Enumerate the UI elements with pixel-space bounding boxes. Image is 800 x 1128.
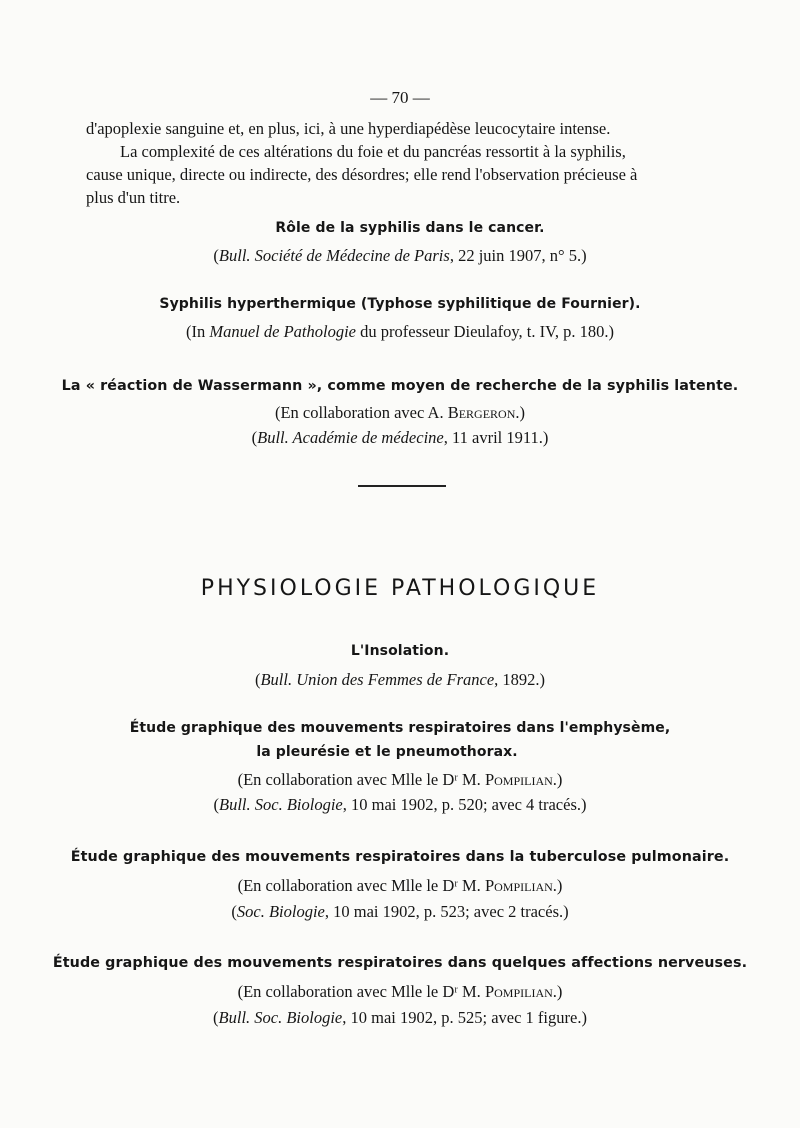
entry-title-nerveuses: Étude graphique des mouvements respiratoires dans quelques affections nerveuses.	[52, 955, 748, 971]
collab-prefix: (En collaboration avec Mlle le Dʳ M.	[237, 876, 485, 895]
journal-name: Bull. Soc. Biologie	[219, 795, 343, 814]
intro-line-1: d'apoplexie sanguine et, en plus, ici, à une hyperdiapédèse leucocytaire intense.	[86, 119, 611, 138]
section-divider	[358, 485, 446, 487]
intro-paragraph-line-2: cause unique, directe ou indirecte, des désordres; elle rend l'observation précieuse à	[86, 165, 638, 184]
collab-suffix: .)	[552, 770, 563, 789]
intro-paragraph-line-1: La complexité de ces altérations du foie et du pancréas ressortit à la syphilis,	[120, 142, 626, 161]
reference-details: , 10 mai 1902, p. 520; avec 4 tracés.)	[342, 795, 587, 814]
entry-title-insolation: L'Insolation.	[350, 643, 450, 659]
reference-details: , 1892.)	[494, 670, 546, 689]
entry-title-tuberculose: Étude graphique des mouvements respiratoires dans la tuberculose pulmonaire.	[70, 849, 730, 865]
collaborator-name: Pompilian	[484, 982, 553, 1001]
reference-details: , 10 mai 1902, p. 523; avec 2 tracés.)	[324, 902, 569, 921]
journal-name: Bull. Société de Médecine de Paris	[218, 246, 450, 265]
collab-prefix: (En collaboration avec Mlle le Dʳ M.	[237, 982, 485, 1001]
intro-paragraph-line-3: plus d'un titre.	[86, 188, 181, 207]
entry-title-emphyseme-line-2: la pleurésie et le pneumothorax.	[256, 744, 518, 760]
entry-ref-hyperthermique	[0, 322, 800, 342]
entry-collab-wassermann	[0, 403, 800, 423]
section-heading: PHYSIOLOGIE PATHOLOGIQUE	[200, 576, 600, 601]
entry-collab-emphyseme	[0, 770, 800, 790]
journal-name: Bull. Académie de médecine	[257, 428, 444, 447]
journal-name: Soc. Biologie	[236, 902, 325, 921]
journal-name: Bull. Union des Femmes de France	[260, 670, 495, 689]
entry-title-emphyseme-line-1: Étude graphique des mouvements respiratoires dans l'emphysème,	[129, 720, 671, 736]
reference-details: , 11 avril 1911.)	[443, 428, 549, 447]
reference-details: , 10 mai 1902, p. 525; avec 1 figure.)	[342, 1008, 587, 1027]
entry-title-wassermann: La « réaction de Wassermann », comme moyen de recherche de la syphilis latente.	[61, 378, 739, 394]
entry-collab-tuberculose	[0, 876, 800, 896]
entry-ref-nerveuses: (Bull. Soc. Biologie, 10 mai 1902, p. 525; avec 1 figure.)	[213, 1008, 587, 1027]
entry-ref-wassermann: (Bull. Académie de médecine, 11 avril 1911.)	[251, 428, 549, 447]
collab-suffix: .)	[552, 876, 563, 895]
collaborator-name: Pompilian	[484, 876, 553, 895]
page-number: — 70 —	[370, 88, 430, 107]
collaborator-name: Bergeron	[447, 403, 516, 422]
entry-ref-tuberculose: (Soc. Biologie, 10 mai 1902, p. 523; avec 2 tracés.)	[231, 902, 569, 921]
entry-ref-insolation: (Bull. Union des Femmes de France, 1892.)	[254, 670, 546, 689]
reference-details: du professeur Dieulafoy, t. IV, p. 180.)	[356, 322, 614, 341]
entry-collab-nerveuses	[0, 982, 800, 1002]
entry-title-hyperthermique: Syphilis hyperthermique (Typhose syphilitique de Fournier).	[159, 296, 641, 312]
entry-ref-cancer: (Bull. Société de Médecine de Paris, 22 juin 1907, n° 5.)	[213, 246, 587, 265]
collab-suffix: .)	[515, 403, 526, 422]
collaborator-name: Pompilian	[484, 770, 553, 789]
collab-suffix: .)	[552, 982, 563, 1001]
entry-ref-emphyseme: (Bull. Soc. Biologie, 10 mai 1902, p. 520; avec 4 tracés.)	[213, 795, 587, 814]
reference-prefix: (In	[185, 322, 210, 341]
reference-details: , 22 juin 1907, n° 5.)	[449, 246, 587, 265]
collab-prefix: (En collaboration avec A.	[274, 403, 448, 422]
journal-name: Manuel de Pathologie	[209, 322, 356, 341]
collab-prefix: (En collaboration avec Mlle le Dʳ M.	[237, 770, 485, 789]
entry-title-cancer: Rôle de la syphilis dans le cancer.	[275, 220, 545, 236]
journal-name: Bull. Soc. Biologie	[218, 1008, 343, 1027]
